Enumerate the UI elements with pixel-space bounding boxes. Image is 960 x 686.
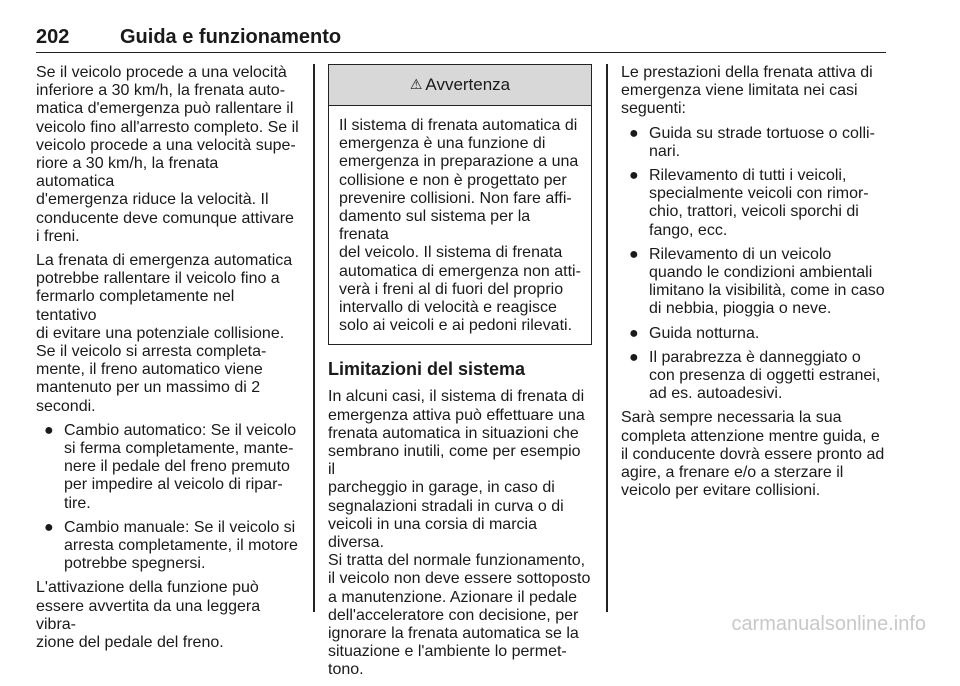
paragraph (621, 409, 887, 500)
text-line: i freni. (36, 227, 80, 245)
text-line: Guida su strade tortuose o colli- (649, 124, 875, 142)
text-line: con presenza di oggetti estranei, (649, 367, 881, 385)
text-line: conducente deve comunque attivare (36, 209, 294, 227)
text-line: frenata automatica in situazioni che (328, 424, 579, 442)
warning-box (328, 64, 592, 345)
text-line: segnalazioni stradali in curva o di (328, 497, 564, 515)
text-line: matica d'emergenza può rallentare il (36, 100, 294, 118)
text-line: zione del pedale del freno. (36, 634, 224, 652)
text-line: La frenata di emergenza automatica (36, 252, 293, 270)
text-line: potrebbe spegnersi. (64, 555, 206, 573)
text-line: fango, ecc. (649, 221, 728, 239)
list-item (36, 519, 299, 574)
text-line: Se il veicolo procede a una velocità (36, 64, 287, 81)
text-line: Cambio automatico: Se il veicolo (64, 421, 297, 439)
text-line: Si tratta del normale funzionamento, (328, 552, 586, 570)
bullet-icon: ● (44, 518, 54, 536)
text-line: del veicolo. Il sistema di frenata (339, 244, 563, 262)
column-left (36, 64, 299, 658)
text-line: potrebbe rallentare il veicolo fino a (36, 270, 280, 288)
text-line: ignorare la frenata automatica se la (328, 625, 579, 643)
text-line: di evitare una potenziale collisione. (36, 324, 285, 342)
text-line: di nebbia, pioggia o neve. (649, 300, 832, 318)
text-line: Guida notturna. (649, 324, 760, 342)
text-line: intervallo di velocità e reagisce (339, 299, 557, 317)
text-line: a manutenzione. Azionare il pedale (328, 588, 578, 606)
page-number: 202 (36, 26, 70, 48)
text-line: sembrano inutili, come per esempio il (328, 443, 581, 479)
list-item-text (649, 125, 887, 161)
list-item-text (64, 519, 299, 574)
list-item-text (649, 246, 887, 319)
warning-triangle-icon: ⚠ (409, 75, 423, 92)
section-heading: Limitazioni del sistema (328, 359, 526, 380)
text-line: riore a 30 km/h, la frenata automatica (36, 155, 219, 191)
text-line: prevenire collisioni. Non fare affi- (339, 189, 572, 207)
list-item-text (649, 349, 887, 404)
text-line: Rilevamento di un veicolo (649, 245, 832, 263)
list-item-text (649, 325, 887, 343)
text-line: arresta completamente, il motore (64, 537, 298, 555)
text-line: essere avvertita da una leggera vibra- (36, 597, 261, 633)
list-item (621, 325, 887, 343)
paragraph (36, 252, 299, 416)
text-line: emergenza viene limitata nei casi (621, 82, 858, 100)
text-line: solo ai veicoli e ai pedoni rilevati. (339, 317, 573, 335)
text-line: limitano la visibilità, come in caso (649, 282, 885, 300)
text-line: situazione e l'ambiente lo permet- (328, 643, 567, 661)
text-line: veicolo per evitare collisioni. (621, 482, 821, 500)
paragraph (621, 64, 887, 119)
text-line: seguenti: (621, 100, 686, 118)
text-line: specialmente veicoli con rimor- (649, 185, 869, 203)
text-line: Cambio manuale: Se il veicolo si (64, 518, 296, 536)
text-line: Rilevamento di tutti i veicoli, (649, 167, 847, 185)
bullet-icon: ● (629, 245, 639, 263)
text-line: tono. (328, 661, 364, 679)
text-line: il veicolo non deve essere sottoposto (328, 570, 591, 588)
column-middle (328, 64, 592, 686)
text-line: Se il veicolo si arresta completa- (36, 343, 267, 361)
list-item (621, 349, 887, 404)
text-line: parcheggio in garage, in caso di (328, 479, 555, 497)
bullet-icon: ● (629, 124, 639, 142)
text-line: damento sul sistema per la frenata (339, 208, 531, 244)
paragraph (328, 388, 592, 679)
text-line: In alcuni casi, il sistema di frenata di (328, 388, 585, 406)
list-item-text (649, 167, 887, 240)
bullet-icon: ● (44, 421, 54, 439)
text-line: tire. (64, 494, 91, 512)
list-item (621, 125, 887, 161)
text-line: secondi. (36, 397, 96, 415)
text-line: nari. (649, 142, 681, 160)
page-header (36, 26, 886, 53)
text-line: d'emergenza riduce la velocità. Il (36, 191, 269, 209)
text-line: per impedire al veicolo di ripar- (64, 476, 283, 494)
text-line: Il parabrezza è danneggiato o (649, 348, 861, 366)
warning-text (329, 106, 591, 344)
text-line: agire, a frenare e/o a sterzare il (621, 464, 844, 482)
bullet-icon: ● (629, 324, 639, 342)
watermark: carmanualsonline.info (731, 613, 926, 635)
text-line: mantenuto per un massimo di 2 (36, 379, 261, 397)
text-line: il conducente dovrà essere pronto ad (621, 445, 885, 463)
bullet-icon: ● (629, 167, 639, 185)
text-line: automatica di emergenza non atti- (339, 262, 581, 280)
warning-header (329, 65, 591, 106)
text-line: veicolo procede a una velocità supe- (36, 136, 296, 154)
list-item-text (64, 422, 299, 513)
warning-title: Avvertenza (425, 74, 511, 94)
text-line: quando le condizioni ambientali (649, 264, 873, 282)
text-line: chio, trattori, veicoli sporchi di (649, 203, 859, 221)
text-line: dell'acceleratore con decisione, per (328, 606, 579, 624)
text-line: collisione e non è progettato per (339, 171, 567, 189)
text-line: nere il pedale del freno premuto (64, 458, 290, 476)
text-line: ad es. autoadesivi. (649, 385, 783, 403)
text-line: Il sistema di frenata automatica di (339, 117, 578, 134)
bullet-icon: ● (629, 348, 639, 366)
text-line: L'attivazione della funzione può (36, 579, 259, 597)
text-line: emergenza attiva può effettuare una (328, 406, 585, 424)
text-line: Sarà sempre necessaria la sua (621, 409, 842, 427)
text-line: emergenza in preparazione a una (339, 153, 579, 171)
text-line: Le prestazioni della frenata attiva di (621, 64, 873, 81)
text-line: completa attenzione mentre guida, e (621, 427, 880, 445)
paragraph (36, 579, 299, 652)
chapter-title: Guida e funzionamento (120, 26, 342, 48)
text-line: veicolo fino all'arresto completo. Se il (36, 118, 299, 136)
text-line: veicoli in una corsia di marcia diversa. (328, 515, 537, 552)
list-item (621, 167, 887, 240)
text-line: verà i freni al di fuori del proprio (339, 280, 564, 298)
column-right (621, 64, 887, 506)
text-line: inferiore a 30 km/h, la frenata auto- (36, 82, 286, 100)
text-line: mente, il freno automatico viene (36, 361, 263, 379)
text-line: fermarlo completamente nel tentativo (36, 288, 235, 324)
list-item (621, 246, 887, 319)
text-line: si ferma completamente, mante- (64, 440, 294, 458)
column-divider (606, 64, 608, 612)
list-item (36, 422, 299, 513)
column-divider (313, 64, 315, 612)
text-line: emergenza è una funzione di (339, 135, 546, 153)
paragraph (36, 64, 299, 246)
